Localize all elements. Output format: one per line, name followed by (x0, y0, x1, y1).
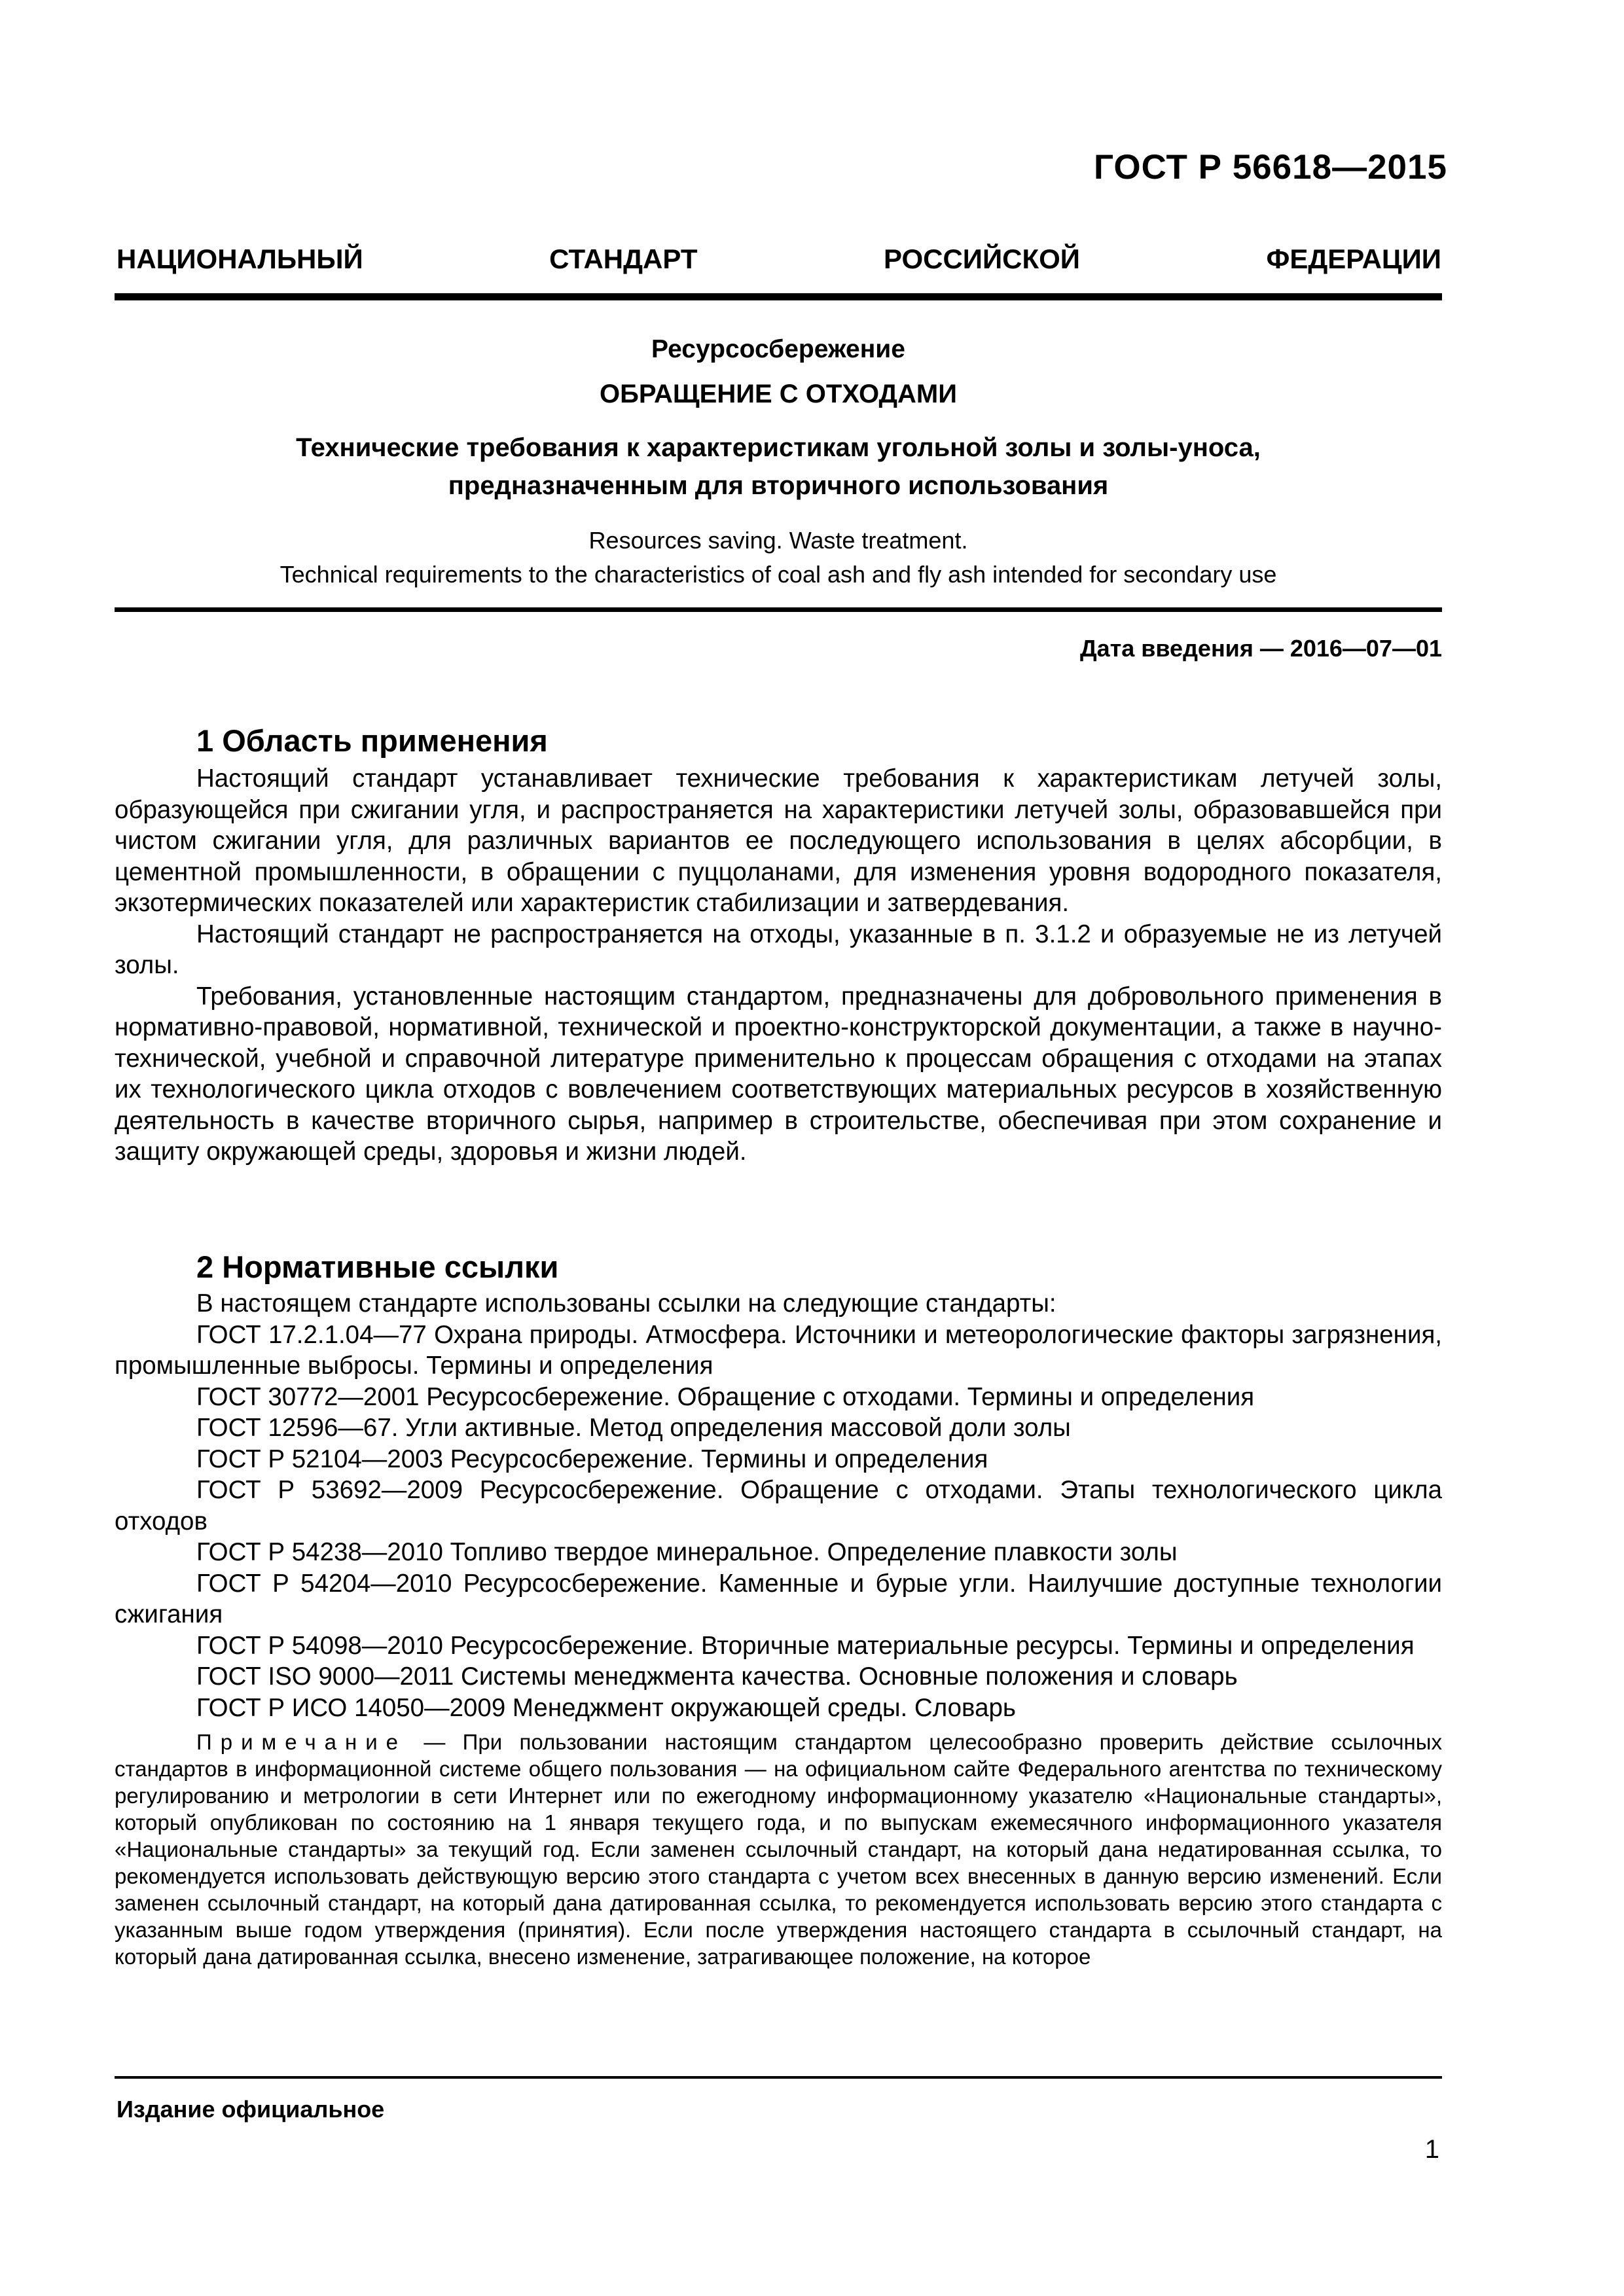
section-1 (115, 721, 1442, 1168)
title-desc-line-1: Технические требования к характеристикам угольной золы и золы-уноса, (296, 433, 1261, 462)
reference-item: ГОСТ 30772—2001 Ресурсосбережение. Обращение с отходами. Термины и определения (196, 1382, 1255, 1411)
reference-item: ГОСТ Р 53692—2009 Ресурсосбережение. Обращение с отходами. Этапы технологического цикла отходов (115, 1476, 1442, 1535)
reference-item: ГОСТ Р ИСО 14050—2009 Менеджмент окружающей среды. Словарь (196, 1693, 1016, 1722)
section-2-intro: В настоящем стандарте использованы ссылки на следующие стандарты: (196, 1289, 1056, 1318)
reference-item: ГОСТ 12596—67. Угли активные. Метод определения массовой доли золы (196, 1414, 1071, 1442)
section-2 (115, 1247, 1442, 1970)
note-text: — При пользовании настоящим стандартом целесообразно проверить действие ссылочных стандартов в информационной системе общего пользования — на официальном сайте Федерального агентства по техническому регулированию и метрологии в сети Интернет или по ежегодному информационному указателю «Национальные стандарты», который опубликован по состоянию на 1 января текущего года, и по выпускам ежемесячного информационного указателя «Национальные стандарты» за текущий год. Если заменен ссылочный стандарт, на который дана недатированная ссылка, то рекомендуется использовать действующую версию этого стандарта с учетом всех внесенных в данную версию изменений. Если заменен ссылочный стандарт, на который дана датированная ссылка, то рекомендуется использовать версию этого стандарта с указанным выше годом утверждения (принятия). Если после утверждения настоящего стандарта в ссылочный стандарт, на который дана датированная ссылка, внесено изменение, затрагивающее положение, на которое (115, 1730, 1442, 1969)
section-1-paragraph-3: Требования, установленные настоящим стандартом, предназначены для добровольного применения в нормативно-правовой, нормативной, технической и проектно-конструкторской документации, а также в научно-технической, учебной и справочной литературе применительно к процессам обращения с отходами на этапах их технологического цикла отходов с вовлечением соответствующих материальных ресурсов в хозяйственную деятельность в качестве вторичного сырья, например в строительстве, обеспечивая при этом сохранение и защиту окружающей среды, здоровья и жизни людей. (115, 982, 1442, 1166)
title-description (115, 429, 1442, 505)
reference-item: ГОСТ Р 54238—2010 Топливо твердое минеральное. Определение плавкости золы (196, 1538, 1178, 1566)
title-english (115, 524, 1442, 592)
reference-item: ГОСТ Р 52104—2003 Ресурсосбережение. Термины и определения (196, 1444, 988, 1473)
title-main: ОБРАЩЕНИЕ С ОТХОДАМИ (599, 380, 957, 408)
title-subject: Ресурсосбережение (651, 335, 905, 363)
page-number: 1 (1424, 2135, 1439, 2164)
title-desc-line-2: предназначенным для вторичного использования (448, 471, 1109, 500)
footer-rule (115, 2076, 1442, 2079)
introduction-date: Дата введения — 2016—07—01 (1079, 635, 1442, 662)
national-standard-banner: НАЦИОНАЛЬНЫЙ СТАНДАРТ РОССИЙСКОЙ ФЕДЕРАЦИИ (117, 243, 1441, 274)
edition-label: Издание официальное (117, 2096, 385, 2123)
doc-number: ГОСТ Р 56618—2015 (1094, 148, 1447, 187)
reference-item: ГОСТ Р 54204—2010 Ресурсосбережение. Каменные и бурые угли. Наилучшие доступные технологии сжигания (115, 1569, 1442, 1628)
title-en-line-1: Resources saving. Waste treatment. (588, 527, 968, 554)
note-label: Примечание (196, 1730, 407, 1754)
reference-item: ГОСТ 17.2.1.04—77 Охрана природы. Атмосфера. Источники и метеорологические факторы загрязнения, промышленные выбросы. Термины и определения (115, 1320, 1442, 1380)
header-rule (115, 293, 1442, 300)
reference-item: ГОСТ Р 54098—2010 Ресурсосбережение. Вторичные материальные ресурсы. Термины и определения (196, 1631, 1415, 1660)
section-1-heading: 1 Область применения (196, 723, 548, 758)
title-rule (115, 607, 1442, 612)
references-note (115, 1729, 1442, 1970)
section-1-paragraph-1: Настоящий стандарт устанавливает технические требования к характеристикам летучей золы, образующейся при сжигании угля, и распространяется на характеристики летучей золы, образовавшейся при чистом сжигании угля, для различных вариантов ее последующего использования в целях абсорбции, в цементной промышленности, в обращении с пуццоланами, для изменения уровня водородного показателя, экзотермических показателей или характеристик стабилизации и затвердевания. (115, 764, 1442, 917)
title-en-line-2: Technical requirements to the characteristics of coal ash and fly ash intended for secondary use (280, 561, 1277, 588)
reference-item: ГОСТ ISO 9000—2011 Системы менеджмента качества. Основные положения и словарь (196, 1662, 1238, 1691)
section-2-heading: 2 Нормативные ссылки (196, 1249, 559, 1284)
section-1-paragraph-2: Настоящий стандарт не распространяется на отходы, указанные в п. 3.1.2 и образуемые не из летучей золы. (115, 920, 1442, 979)
